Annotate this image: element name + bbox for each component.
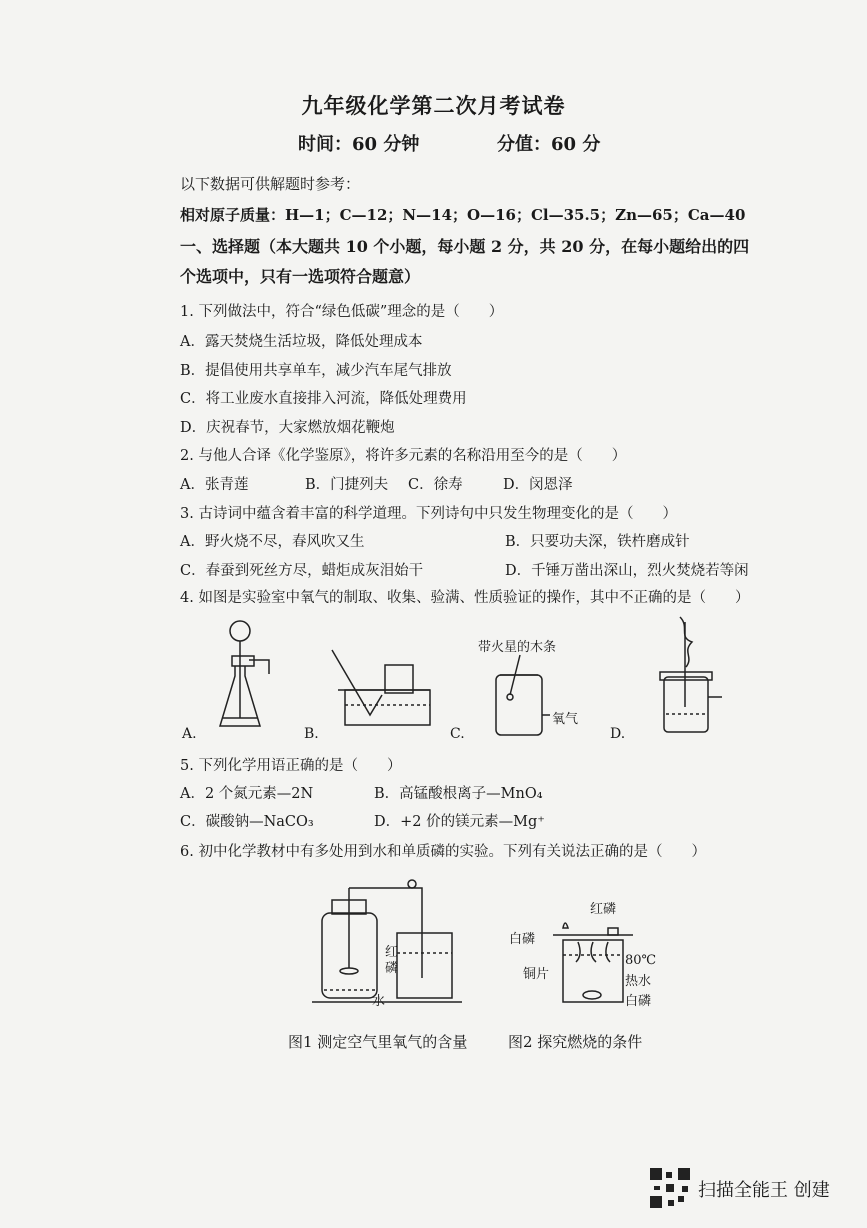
q6-fig2-hot-water: 热水 [625,974,652,989]
q5-option-c: C．碳酸钠—NaCO₃ [180,814,314,830]
q4-c-oxygen-label: 氧气 [552,712,579,727]
q6-figure-1-apparatus [312,878,472,1008]
q2-option-b: B．门捷列夫 [305,477,389,493]
q3-option-c: C．春蚕到死丝方尽，蜡炬成灰泪始干 [180,563,424,579]
section-heading: 一、选择题（本大题共 10 个小题，每小题 2 分，共 20 分，在每小题给出的四 [180,237,750,256]
exam-time: 时间：60 分钟 [298,134,420,155]
q6-fig2-white-phosphorus-top: 白磷 [509,932,536,947]
q6-fig2-red-phosphorus: 红磷 [590,902,617,917]
q4-figure-b-trough [330,645,435,730]
page-title: 九年级化学第二次月考试卷 [301,93,566,118]
q1-stem: 1. 下列做法中，符合“绿色低碳”理念的是（ ） [180,304,504,320]
q1-option-c: C．将工业废水直接排入河流，降低处理费用 [180,391,467,407]
q4-figure-d-iron-wire [660,612,730,737]
q4-c-splint-label: 带火星的木条 [478,640,557,655]
q5-stem: 5. 下列化学用语正确的是（ ） [180,758,402,774]
section-heading-cont: 个选项中，只有一选项符合题意） [180,267,421,286]
q6-fig2-white-phosphorus-bottom: 白磷 [625,994,652,1009]
q4-stem: 4. 如图是实验室中氧气的制取、收集、验满、性质验证的操作，其中不正确的是（ ） [180,590,750,606]
qr-code-icon [650,1168,690,1208]
exam-score: 分值：60 分 [497,134,601,155]
q6-stem: 6. 初中化学教材中有多处用到水和单质磷的实验。下列有关说法正确的是（ ） [180,844,706,860]
q5-option-a: A．2 个氮元素—2N [180,786,314,802]
q1-option-d: D．庆祝春节，大家燃放烟花鞭炮 [180,420,395,436]
q1-option-a: A．露天焚烧生活垃圾，降低处理成本 [180,334,423,350]
scanner-watermark: 扫描全能王 创建 [698,1180,830,1201]
q4-label-b: B. [304,726,319,742]
q6-fig1-red-phosphorus: 红磷 [385,945,399,976]
q6-caption-figure-1: 图1 测定空气里氧气的含量 [288,1033,468,1051]
q4-label-d: D. [610,726,626,742]
q1-option-b: B．提倡使用共享单车，减少汽车尾气排放 [180,363,452,379]
q2-option-c: C．徐寿 [408,477,463,493]
q4-figure-c-bottle [490,655,550,740]
q6-fig2-copper-sheet: 铜片 [523,967,550,982]
q2-option-d: D．闵恩泽 [503,477,573,493]
q2-option-a: A．张青莲 [180,477,249,493]
q4-label-a: A. [182,726,197,742]
q3-option-d: D．千锤万凿出深山，烈火焚烧若等闲 [505,563,749,579]
q6-caption-figure-2: 图2 探究燃烧的条件 [508,1033,643,1051]
q6-fig2-temperature: 80℃ [625,953,657,968]
q3-stem: 3. 古诗词中蕴含着丰富的科学道理。下列诗句中只发生物理变化的是（ ） [180,506,677,522]
q3-option-a: A．野火烧不尽，春风吹又生 [180,534,365,550]
q4-label-c: C. [450,726,465,742]
q5-option-d: D．+2 价的镁元素—Mg⁺ [374,814,545,830]
atomic-mass-line: 相对原子质量：H—1；C—12；N—14；O—16；Cl—35.5；Zn—65；Ca—40 [180,206,746,224]
q6-fig1-water: 水 [372,994,386,1009]
q4-figure-a-flask [215,618,285,733]
q2-stem: 2. 与他人合译《化学鉴原》，将许多元素的名称沿用至今的是（ ） [180,448,627,464]
q5-option-b: B．高锰酸根离子—MnO₄ [374,786,543,802]
q3-option-b: B．只要功夫深，铁杵磨成针 [505,534,690,550]
intro-line: 以下数据可供解题时参考： [180,175,361,193]
